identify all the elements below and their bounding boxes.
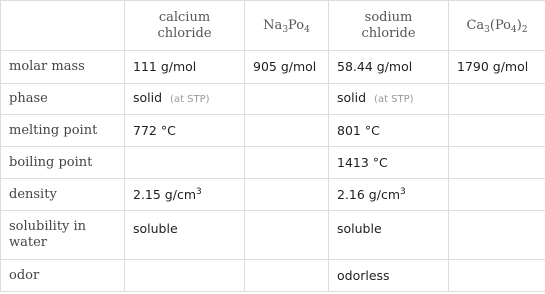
solubility-sodium-chloride: soluble [329,211,449,260]
solubility-na3po4 [245,211,329,260]
row-label-density: density [1,179,125,211]
solubility-ca3po42 [449,211,545,260]
header-row [1,1,545,51]
phase-note: (at STP) [170,94,210,105]
table-row-molar-mass [1,51,545,84]
table-row-phase [1,84,545,115]
melting-point-ca3po42 [449,115,545,147]
phase-calcium-chloride: solid (at STP) [125,84,245,115]
density-na3po4 [245,179,329,211]
row-label-solubility: solubility in water [1,211,125,260]
row-label-odor: odor [1,260,125,292]
molar-mass-ca3po42: 1790 g/mol [449,51,545,84]
table-row-melting-point [1,115,545,147]
boiling-point-calcium-chloride [125,147,245,179]
solubility-calcium-chloride: soluble [125,211,245,260]
melting-point-sodium-chloride: 801 °C [329,115,449,147]
phase-sodium-chloride: solid (at STP) [329,84,449,115]
odor-na3po4 [245,260,329,292]
row-label-molar-mass: molar mass [1,51,125,84]
column-header-calcium-chloride: calcium chloride [125,1,245,51]
column-header-ca3po42: $Ca_3(Po_4)_2$ [449,1,545,51]
row-label-boiling-point: boiling point [1,147,125,179]
phase-ca3po42 [449,84,545,115]
phase-note: (at STP) [374,94,414,105]
table-row-odor [1,260,545,292]
molar-mass-calcium-chloride: 111 g/mol [125,51,245,84]
density-ca3po42 [449,179,545,211]
boiling-point-ca3po42 [449,147,545,179]
odor-sodium-chloride: odorless [329,260,449,292]
density-sodium-chloride: 2.16 $g/cm^3$ [329,179,449,211]
phase-na3po4 [245,84,329,115]
density-calcium-chloride: 2.15 $g/cm^3$ [125,179,245,211]
table-row-density [1,179,545,211]
column-header-sodium-chloride: sodium chloride [329,1,449,51]
melting-point-calcium-chloride: 772 °C [125,115,245,147]
odor-calcium-chloride [125,260,245,292]
boiling-point-sodium-chloride: 1413 °C [329,147,449,179]
table-row-boiling-point [1,147,545,179]
odor-ca3po42 [449,260,545,292]
molar-mass-sodium-chloride: 58.44 g/mol [329,51,449,84]
table-row-solubility [1,211,545,260]
molar-mass-na3po4: 905 g/mol [245,51,329,84]
boiling-point-na3po4 [245,147,329,179]
corner-cell [1,1,125,51]
row-label-phase: phase [1,84,125,115]
melting-point-na3po4 [245,115,329,147]
row-label-melting-point: melting point [1,115,125,147]
column-header-na3po4: $Na_3Po_4$ [245,1,329,51]
